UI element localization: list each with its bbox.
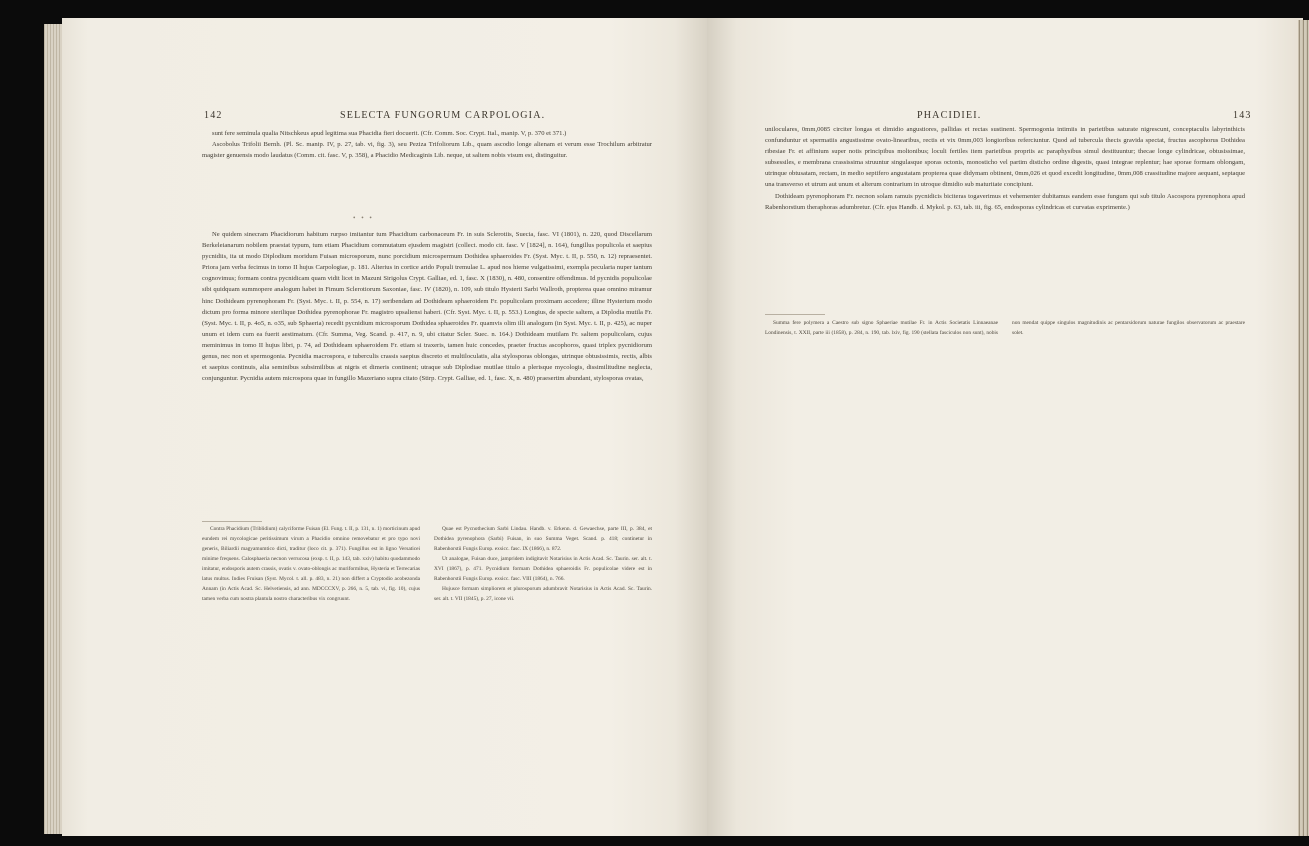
left-top-text <box>202 128 652 161</box>
left-footnotes-col-2 <box>434 524 652 604</box>
left-footnotes-col-1 <box>202 524 420 604</box>
footnote: Ut analogae, Fuisan duce, jampridem indigitavit Notarisius in Actis Acad. Sc. Taurin. ser. alt. t. XVI (1867), p. 471. Pycnidium formam Dothidea sphaeroidis Fr. populicolae videre est in Rabenhorstii Fungis Europ. exsicc. fasc. VIII (1864), n. 766. <box>434 556 652 582</box>
paragraph: Dothideam pyrenophoram Fr. necnon solam ramuis pycnidicis biciteras togaverimus et vehementer dubitamus eandem esse fungum qui sub titulo Ascospora pyrenophora apud Rabenhorstium theraphoras adumbretur. (Cfr. ejus Handb. d. Mykol. p. 63, tab. iii, fig. 65, endosporas cylindricas et curvatas exprimente.) <box>765 192 1245 211</box>
footnote: Hujusce formam simpliorem et plurosporum adumbravit Notarisius in Actis Acad. Sc. Taurin. ser. alt. t. VII (1845), p. 27, icone vii. <box>434 586 652 602</box>
section-ornament: • • • <box>353 214 374 222</box>
left-main-text <box>202 229 652 384</box>
paragraph: uniloculares, 0mm,0085 circiter longas et dimidio angustiores, pallidas et rectas sustinent. Spermogonia intimiis in parietibus saturate nigrescunt, conceptaculis labyrinthicis confunduntur et spermatiis angustissime ovato-linearibus, rectis et vix 0mm,003 longioribus referciuntur. Quod ad tubercula thecis gravida spectat, fructus ascophorus Dothidea ribesiae Fr. et affinium super notis principibus moltonibus; loculi fertiles item parietibus propriis ac paraphysibus simul destituuntur; thecae longe cylindricae, obtusissimae, subsessiles, e membrana crassissima struuntur singulasque sporas octonis, monosticho vel partim disticho ordine digestis, quasi integrae replentur; hae sporae formam oblongam, utrinque obtusatam, rectam, in medio septifero angustatam propterea quae didymam obtinent, 0mm,026 et quod excedit longitudine, 0mm,008 crassitudine majore aequant, septaque una transverso et utrum aut unum et alterum contrarium in utroque dimidio sub maturitate concipiunt. <box>765 126 1245 189</box>
right-main-text <box>765 124 1245 213</box>
footnote-rule <box>202 521 262 522</box>
paragraph: Ne quidem sinecram Phacidiorum habitum rurpso imitantur tum Phacidium carbonaceum Fr. in suis Sclerotiis, Suecia, fasc. VI (1801), n. 220, quod Discellarum Berkeleianarum nobilem praestat typum, tum etiam Phacidium commutatum ejusdem magistri (collect. modo cit. fasc. V [1824], n. 164), fungillus populicola et saepius pycnidiis, ita ut modo Diplodium moridum Fuisan microsporum, nunc porcidium microspermum Dothidea sphaeroides Fr. (Syst. Myc. t. II, p. 550, n. 12) repraesentet. Priora jam verba fecimus in tomo II hujus Carpologiae, p. 181. Alterius in cortice arido Populi tremulae L. apud nos hieme vulgatissimi, exempla pecularia nuper tantum cognovimus; formam contra pycnidicam quam vidit licet in Mazuni Sirigolus Crypt. Galliae, ed. 1, fasc. X (1830), n. 480, consentire offendimus. Id pycnidis populicolae sibi quidquam summopere analogum habet in Fimum Sclerotiorum Saxoniae, fasc. IV (1820), n. 109, sub titulo Hysterii Sarbi Wallroth, propterea quae omnino miramur hinc Dothideam pyrenophoram Fr. (Syst. Myc. t. II, p. 554, n. 17) seribendam ad Dothideam sphaeroidem Fr. populicolam proximam accedere; illine Hysterium modo dictum pro forma minore sterilique Dothidea pyrenophorae Fr. magistro upsaliensi haberi. (Cfr. Syst. Myc. t. II, p. 553.) Longius, de specie saltem, a Diplodia mutila Fr. (Syst. Myc. t. II, p. 4o5, n. o35, sub Sphaeria) recedit pycnidium microsporum Dothidea sphaeroides Fr. quamvis olim illi analogum (in Syst. Myc. t. II, p. 425), ac nuper unum et idem cum ea fuerit aestimatum. (Cfr. Summa, Veg. Scand. p. 417, n. 9, ubi citatur Scler. Suec. n. 164.) Dothideam mutilam Fr. saltem populicolam, cujus meminimus in tomo II hujus libri, p. 74, ad Dothideam sphaeroidem Fr. etiam si traxeris, tamen huic concedes, praeter fructus ascophoros, quasi triplex pycnidiorum genus, nec non et spermogonia. Pycnidia macrospora, e tuberculis crassis saepius discreto et multiloculatis, alia stylosporas oblongas, utrinque obtusissimis, rectis, albis et saepius continuis, alia seminibus subsimilibus at nigris et dimeris continent; utraque sub Diplodiae mutilae titulo a plerisque mycologis, dissimilitudine neglecta, conjunguntur. Pycnidia autem microspora quae in fungillo Mazeriano supra citato (Stirp. Crypt. Galliae, ed. 1, fasc. X, n. 480) praesertim abundant, stylosporas ovatas, <box>202 231 652 383</box>
paragraph: Ascobolus Trifolii Bernh. (Pl. Sc. manip. IV, p. 27, tab. vi, fig. 3), seu Peziza Trifoliorum Lib., quam ascodio longe alienam et verum esse Trochilum arbitratur magister genuensis modo laudatus (Comm. cit. fasc. V, p. 358), a Phacidio Medicaginis Lib. neque, ut saltem nobis visum est, distinguitur. <box>202 141 652 160</box>
right-page-number: 143 <box>1233 110 1252 121</box>
footnote: Contra Phacidium (Triblidium) calyciforme Fuisan (El. Fung. t. II, p. 131, n. 1) morticinum apud eundem rei mycologicae peritissimum virum a Phacidio omnino removebatur et pro typo novi generis, Biliardii magyamumtico dicti, traditur (loco cit. p. 371). Fungillus est in ligno Versaticei minime frequens. Calosphaeria necnon verrucosa (exsp. t. II, p. 143, tab. xxiv) habitu quodammodo imitatur, endosporis autem crassis, ovatis v. ovato-oblongis ac muriformibus, Hysteria et Terrecarias latus multus. Indies Fruisan (Syst. Mycol. t. all. p. 483, n. 21) non differt a Cryptodio acobezonda Annam (in Actis Acad. Sc. Helvetiensis, ad ann. MDCCCXV, p. 266, n. 5, tab. vi, fig. 10), cujus tamen verba cum nostra plantula nostro characteribus vix congruunt. <box>202 526 420 602</box>
left-page-stack-edge <box>44 24 64 834</box>
footnote: Summa fere polymera a Caestro sub signo Sphaeriae mutilae Fr. in Actis Societatis Linnaeanae Londinensis, t. XXII, parte iii (1858), p. 284, n. 190, tab. lxiv, fig. 190 (stellata fasciculos non sunt), nobis non mendat quippe singulos magnitudinis ac pentarsidorum naturae fungilos observatorum ac praestare solet. <box>765 320 1245 336</box>
footnote-rule <box>765 314 825 315</box>
right-running-head: PHACIDIEI. <box>917 110 982 121</box>
paragraph: sunt fere seminula qualia Nitschkeus apud legitima sua Phacidia fieri docuerit. (Cfr. Comm. Soc. Crypt. Ital., manip. V, p. 370 et 371.) <box>212 130 567 137</box>
right-page <box>707 18 1303 836</box>
left-running-head: SELECTA FUNGORUM CARPOLOGIA. <box>340 110 546 121</box>
open-book <box>44 14 1296 840</box>
left-page <box>62 18 707 836</box>
right-footnote <box>765 318 1245 338</box>
footnote: Quae est Pycnothecium Sarbi Lindau. Handb. v. Erkenn. d. Gewaechse, parte III, p. 384, et Dothidea pyrenophora (Sarbi) Fuisan, in suo Summa Veget. Scand. p. 418; continetur in Rabenhorstii Fungis Europ. exsicc. fasc. IX (1866), n. 872. <box>434 526 652 552</box>
right-page-stack-edge <box>1298 20 1309 836</box>
left-page-number: 142 <box>204 110 223 121</box>
